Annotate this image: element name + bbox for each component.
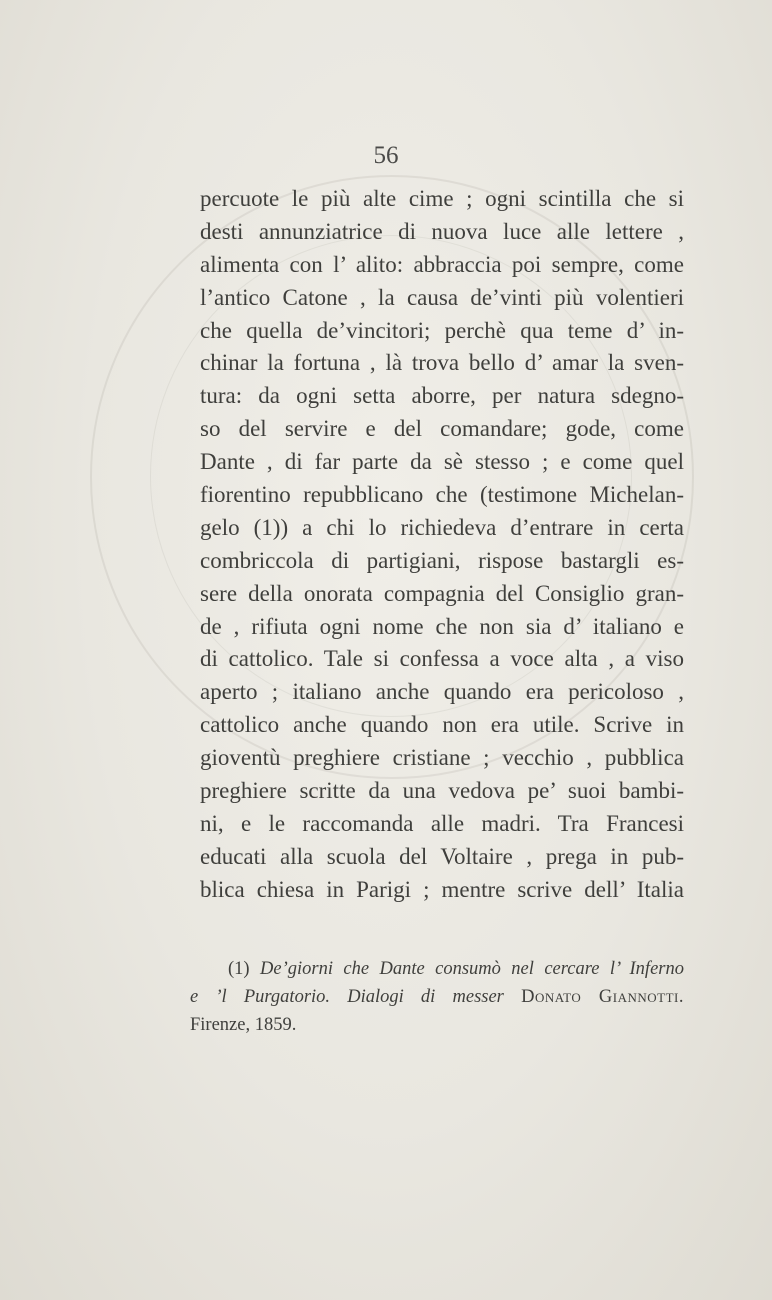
text-line: aperto ; italiano anche quando era pericoloso , bbox=[200, 679, 684, 705]
footnote-title-part-1: De’giorni che Dante consumò nel cercare l’ Inferno bbox=[260, 959, 684, 979]
footnote-marker: (1) bbox=[228, 959, 250, 979]
text-line: fiorentino repubblicano che (testimone Michelan- bbox=[200, 482, 684, 508]
text-line: Dante , di far parte da sè stesso ; e come quel bbox=[200, 449, 684, 475]
text-line: so del servire e del comandare; gode, come bbox=[200, 416, 684, 442]
footnote-line-1 bbox=[190, 955, 684, 983]
text-line: combriccola di partigiani, rispose bastargli es- bbox=[200, 547, 684, 573]
body-text bbox=[200, 183, 684, 907]
footnote-line-2 bbox=[190, 983, 684, 1011]
footnote-line-3: Firenze, 1859. bbox=[190, 1015, 297, 1035]
text-line: sere della onorata compagnia del Consiglio gran- bbox=[200, 580, 684, 606]
footnote bbox=[190, 955, 684, 1039]
text-line: ni, e le raccomanda alle madri. Tra Francesi bbox=[200, 810, 684, 836]
text-line: chinar la fortuna , là trova bello d’ amar la sven- bbox=[200, 350, 684, 376]
text-line: de , rifiuta ogni nome che non sia d’ italiano e bbox=[200, 613, 684, 639]
text-line: desti annunziatrice di nuova luce alle lettere , bbox=[200, 218, 684, 244]
text-line: cattolico anche quando non era utile. Scrive in bbox=[200, 712, 684, 738]
text-line: che quella de’vincitori; perchè qua teme d’ in- bbox=[200, 317, 684, 343]
text-line: educati alla scuola del Voltaire , prega in pub- bbox=[200, 843, 684, 869]
text-line: gelo (1)) a chi lo richiedeva d’entrare in certa bbox=[200, 514, 684, 540]
text-line: preghiere scritte da una vedova pe’ suoi bambi- bbox=[200, 778, 684, 804]
text-line: tura: da ogni setta aborre, per natura sdegno- bbox=[200, 383, 684, 409]
text-line: l’antico Catone , la causa de’vinti più volentieri bbox=[200, 284, 684, 310]
text-line: alimenta con l’ alito: abbraccia poi sempre, come bbox=[200, 251, 684, 277]
text-line: blica chiesa in Parigi ; mentre scrive dell’ Italia bbox=[200, 876, 684, 902]
text-line: gioventù preghiere cristiane ; vecchio , pubblica bbox=[200, 745, 684, 771]
text-line: percuote le più alte cime ; ogni scintilla che si bbox=[200, 186, 684, 211]
text-line: di cattolico. Tale si confessa a voce alta , a viso bbox=[200, 646, 684, 672]
page-number: 56 bbox=[373, 142, 399, 169]
footnote-author: Donato Giannotti. bbox=[521, 987, 685, 1007]
footnote-messer: messer bbox=[452, 987, 504, 1007]
footnote-title-part-2: e ’l Purgatorio. Dialogi di bbox=[190, 987, 436, 1007]
